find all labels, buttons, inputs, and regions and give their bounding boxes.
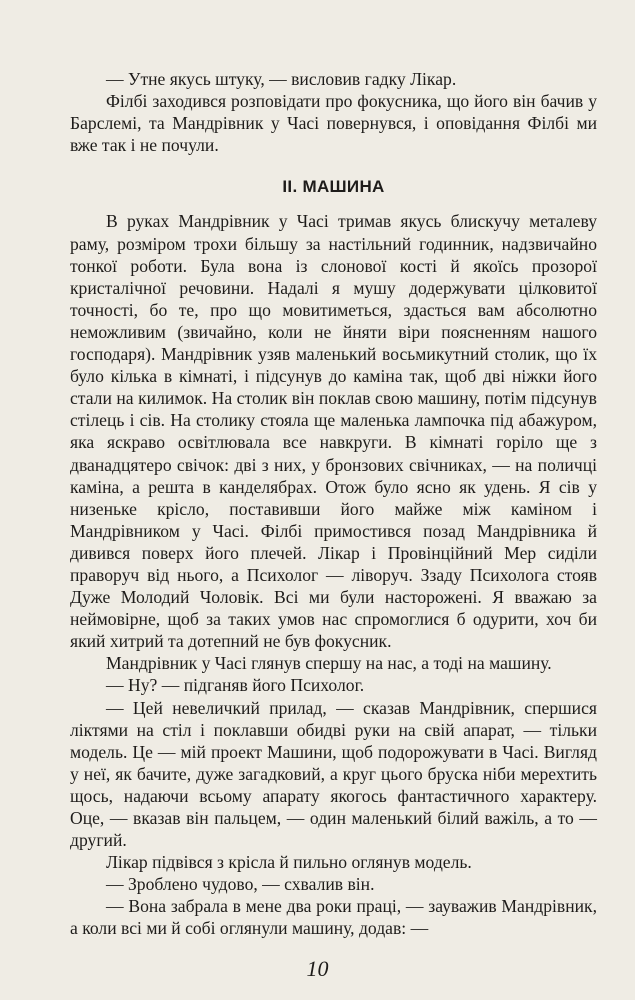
page-text <box>70 68 597 940</box>
paragraph: — Вона забрала в мене два роки праці, — зауважив Мандрівник, а коли всі ми й собі оглянули машину, додав: — <box>70 896 597 939</box>
paragraph: В руках Мандрівник у Часі тримав якусь блискучу металеву раму, розміром трохи більшу за настільний годинник, надзвичайно тонкої роботи. Була вона із слонової кості й якоїсь прозорої кристалічної речовини. Надалі я мушу додержувати цілковитої точності, бо те, про що мовитиметься, здасться вам абсолютно неможливим (звичайно, коли не йняти віри поясненням нашого господаря). Мандрівник узяв маленький восьмикутний столик, що їх було кілька в кімнаті, і підсунув до каміна так, щоб дві ніжки його стали на килимок. На столик він поклав свою машину, потім підсунув стілець і сів. На столику стояла ще маленька лампочка під абажуром, яка яскраво освітлювала все навкруги. В кімнаті горіло ще з дванадцятеро свічок: дві з них, у бронзових свічниках, — на поличці каміна, а решта в канделябрах. Отож було ясно як удень. Я сів у низеньке крісло, поставивши його майже між каміном і Мандрівником у Часі. Філбі примостився позад Мандрівника й дивився поверх його плечей. Лікар і Провінційний Мер сиділи праворуч від нього, а Психолог — ліворуч. Ззаду Психолога стояв Дуже Молодий Чоловік. Всі ми були насторожені. Я вважаю за неймовірне, щоб за таких умов нас спромоглися б одурити, хоч би який хитрий та дотепний не був фокусник. <box>70 211 597 652</box>
paragraph: — Ну? — підганяв його Психолог. <box>106 675 365 696</box>
chapter-title: II. МАШИНА <box>282 177 385 197</box>
paragraph: — Зроблено чудово, — схвалив він. <box>106 874 375 895</box>
paragraph: Мандрівник у Часі глянув спершу на нас, а тоді на машину. <box>106 653 552 674</box>
paragraph: — Цей невеличкий прилад, — сказав Мандрівник, спершися ліктями на стіл і поклавши обидві руки на свій апарат, — тільки модель. Це — мій проект Машини, щоб подорожувати в Часі. Вигляд у неї, як бачите, дуже загадковий, а круг цього бруска ніби мерехтить щось, надаючи всьому апарату якогось фантастичного характеру. Оце, — вказав він пальцем, — один маленький білий важіль, а то — другий. <box>70 697 597 851</box>
paragraph: Філбі заходився розповідати про фокусника, що його він бачив у Барслемі, та Мандрівник у Часі повернувся, і оповідання Філбі ми вже так і не почули. <box>70 91 597 156</box>
paragraph: Лікар підвівся з крісла й пильно оглянув модель. <box>106 852 472 873</box>
page-number: 10 <box>306 956 329 981</box>
paragraph: — Утне якусь штуку, — висловив гадку Лікар. <box>106 69 457 89</box>
